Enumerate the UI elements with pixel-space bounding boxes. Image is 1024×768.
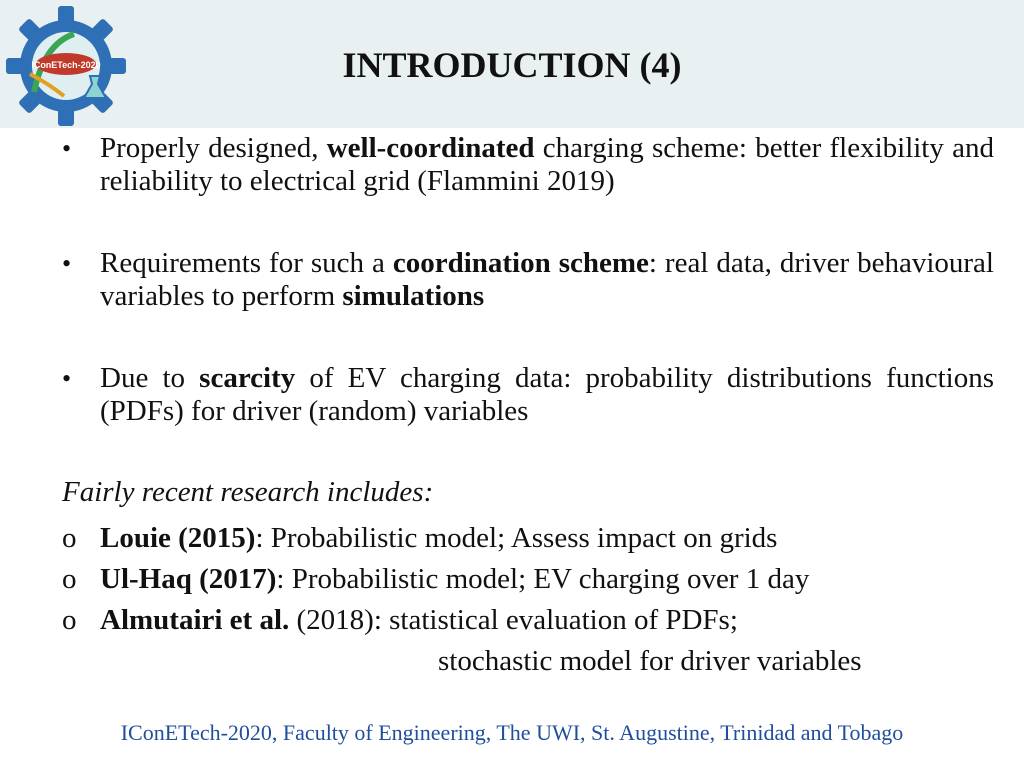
list-item-continuation: stochastic model for driver variables (438, 645, 862, 677)
bullet-item-3 (62, 362, 994, 428)
bullet-marker: • (62, 364, 72, 393)
page-title: INTRODUCTION (4) (342, 45, 682, 85)
bullet-item-1 (62, 132, 994, 198)
list-marker: o (62, 563, 77, 595)
list-item: o Almutairi et al. (2018): statistical evaluation of PDFs; (62, 600, 1002, 641)
logo-text: IConETech-2020 (31, 60, 101, 70)
research-list (62, 518, 1002, 682)
list-item: o Louie (2015): Probabilistic model; Assess impact on grids (62, 518, 1002, 559)
bullet-item-2 (62, 247, 994, 313)
bullet-text: Requirements for such a coordination scheme: real data, driver behavioural variables to perform simulations (100, 247, 994, 312)
bullet-marker: • (62, 134, 72, 163)
bullet-marker: • (62, 249, 72, 278)
research-lead: Fairly recent research includes: (62, 476, 434, 508)
bullet-text: Properly designed, well-coordinated charging scheme: better flexibility and reliability to electrical grid (Flammini 2019) (100, 132, 994, 197)
list-marker: o (62, 604, 77, 636)
list-item: o Ul-Haq (2017): Probabilistic model; EV charging over 1 day (62, 559, 1002, 600)
bullet-text: Due to scarcity of EV charging data: probability distributions functions (PDFs) for driver (random) variables (100, 362, 994, 427)
list-marker: o (62, 522, 77, 554)
footer: IConETech-2020, Faculty of Engineering, The UWI, St. Augustine, Trinidad and Tobago (120, 720, 904, 745)
